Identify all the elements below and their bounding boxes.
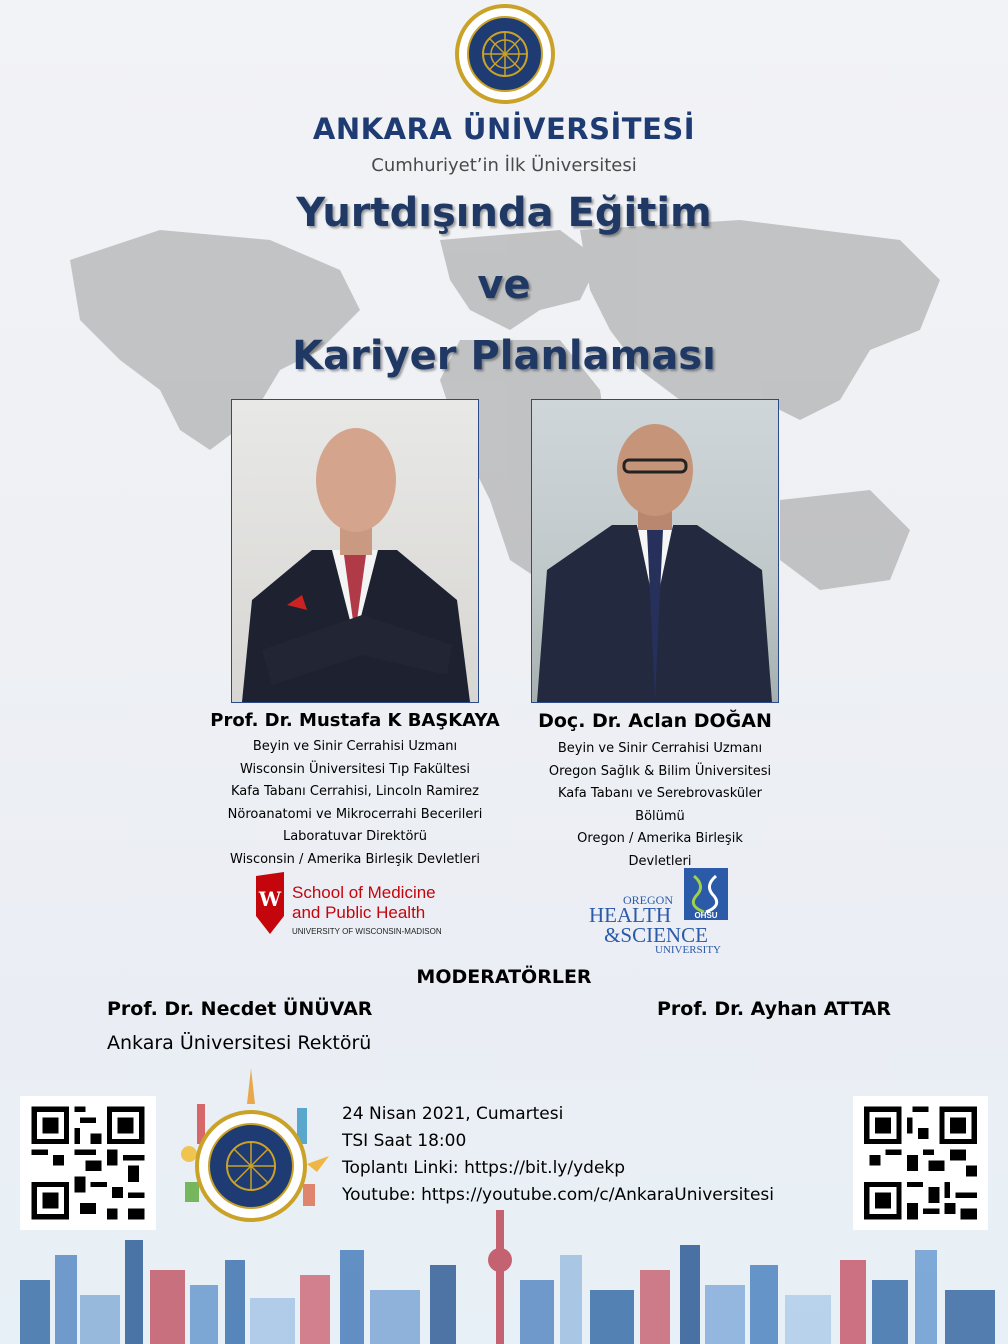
- event-time: TSI Saat 18:00: [342, 1131, 467, 1151]
- uw-logo-line-2: and Public Health: [292, 903, 426, 922]
- youtube-link[interactable]: Youtube: https://youtube.com/c/AnkaraUniversitesi: [342, 1185, 775, 1205]
- speaker-1-details: [190, 736, 520, 871]
- speaker-2-line: Beyin ve Sinir Cerrahisi Uzmanı: [557, 741, 763, 756]
- moderator-1-title: Ankara Üniversitesi Rektörü: [107, 1032, 372, 1054]
- svg-text:W: W: [258, 887, 282, 911]
- speaker-1-line: Nöroanatomi ve Mikrocerrahi Becerileri: [227, 806, 483, 822]
- speaker-1-line: Kafa Tabanı Cerrahisi, Lincoln Ramirez: [231, 784, 479, 799]
- event-title-line-2: ve: [477, 262, 531, 308]
- speaker-2-line: Devletleri: [628, 853, 692, 869]
- speaker-2-photo: [531, 399, 779, 703]
- university-name: ANKARA ÜNİVERSİTESİ: [312, 112, 696, 146]
- ohsu-logo-line-1: OREGON: [623, 893, 673, 907]
- speaker-1-name: Prof. Dr. Mustafa K BAŞKAYA: [210, 710, 500, 731]
- speaker-2-portrait-icon: [532, 400, 778, 702]
- event-travel-logo: [167, 1064, 335, 1236]
- uw-logo-line-3: UNIVERSITY OF WISCONSIN-MADISON: [292, 927, 442, 936]
- event-title-line-1: Yurtdışında Eğitim: [296, 190, 712, 236]
- event-title-line-3: Kariyer Planlaması: [292, 333, 716, 379]
- qr-code-right[interactable]: [853, 1096, 988, 1230]
- qr-code-left[interactable]: [20, 1096, 156, 1230]
- speaker-1-photo: [231, 399, 479, 703]
- qr-code-icon: [20, 1096, 156, 1230]
- ohsu-logo-line-3: &SCIENCE: [604, 923, 708, 947]
- university-seal-icon: [455, 4, 555, 104]
- ohsu-logo: [578, 866, 738, 956]
- city-skyline-background: [0, 1210, 1008, 1344]
- moderator-1-name: Prof. Dr. Necdet ÜNÜVAR: [107, 998, 373, 1020]
- speaker-1-portrait-icon: [232, 400, 478, 702]
- speaker-1-line: Beyin ve Sinir Cerrahisi Uzmanı: [252, 739, 458, 754]
- speaker-2-name: Doç. Dr. Aclan DOĞAN: [538, 710, 772, 732]
- speaker-2-line: Oregon / Amerika Birleşik: [577, 831, 743, 846]
- ohsu-badge: OHSU: [694, 911, 718, 920]
- speaker-1-line: Wisconsin / Amerika Birleşik Devletleri: [230, 851, 480, 867]
- speaker-2-line: Bölümü: [635, 808, 685, 824]
- university-motto: Cumhuriyet’in İlk Üniversitesi: [371, 155, 637, 176]
- moderators-heading: MODERATÖRLER: [416, 966, 592, 988]
- meeting-link[interactable]: Toplantı Linki: https://bit.ly/ydekp: [342, 1158, 626, 1178]
- ohsu-logo-line-4: UNIVERSITY: [655, 944, 721, 956]
- uw-school-of-medicine-logo: [254, 872, 454, 942]
- speaker-2-line: Oregon Sağlık & Bilim Üniversitesi: [548, 763, 772, 779]
- ohsu-logo-line-2: HEALTH: [588, 903, 672, 927]
- qr-code-icon: [853, 1096, 988, 1230]
- moderator-2-name: Prof. Dr. Ayhan ATTAR: [657, 998, 892, 1020]
- speaker-1-line: Wisconsin Üniversitesi Tıp Fakültesi: [239, 761, 471, 777]
- speaker-2-line: Kafa Tabanı ve Serebrovasküler: [557, 786, 763, 801]
- event-date: 24 Nisan 2021, Cumartesi: [342, 1104, 564, 1124]
- speaker-1-line: Laboratuvar Direktörü: [282, 829, 428, 844]
- speaker-2-details: [520, 738, 800, 873]
- uw-logo-line-1: School of Medicine: [292, 883, 436, 902]
